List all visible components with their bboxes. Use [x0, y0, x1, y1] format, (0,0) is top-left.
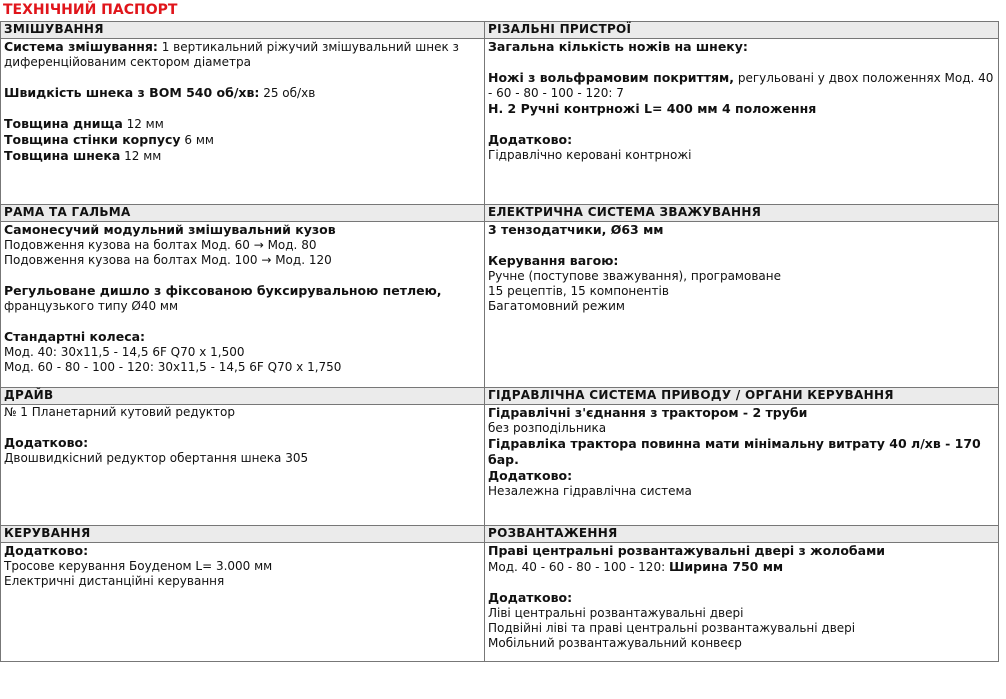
header-drive: ДРАЙВ	[1, 388, 485, 405]
frame-wheels-label: Стандартні колеса:	[4, 329, 146, 344]
header-weighing: ЕЛЕКТРИЧНА СИСТЕМА ЗВАЖУВАННЯ	[485, 205, 999, 222]
spec-table	[0, 21, 999, 662]
frame-ext2: Подовження кузова на болтах Мод. 100 → Мод. 120	[4, 253, 332, 267]
drive-extra-label: Додатково:	[4, 435, 89, 450]
cell-control	[1, 543, 485, 662]
header-mixing: ЗМІШУВАННЯ	[1, 22, 485, 39]
cutting-knives-text: регульовані у двох положеннях Мод. 40 - 60 - 80 - 100 - 120: 7	[488, 71, 994, 100]
hydraulic-extra-label: Додатково:	[488, 468, 573, 483]
weighing-control3: Багатомовний режим	[488, 299, 625, 313]
unloading-models-text: Мод. 40 - 60 - 80 - 100 - 120:	[488, 560, 669, 574]
control-line2: Електричні дистанційні керування	[4, 574, 225, 588]
hydraulic-connection-text: без розподільника	[488, 421, 607, 435]
cutting-knives-label: Ножі з вольфрамовим покриттям,	[488, 70, 735, 85]
hydraulic-extra-text: Незалежна гідравлічна система	[488, 484, 692, 498]
header-unloading: РОЗВАНТАЖЕННЯ	[485, 526, 999, 543]
mixing-bottom-label: Товщина днища	[4, 116, 123, 131]
unloading-opt3: Мобільний розвантажувальний конвеєр	[488, 636, 742, 650]
frame-drawbar-text: французького типу Ø40 мм	[4, 299, 179, 313]
header-cutting: РІЗАЛЬНІ ПРИСТРОЇ	[485, 22, 999, 39]
header-hydraulic: ГІДРАВЛІЧНА СИСТЕМА ПРИВОДУ / ОРГАНИ КЕРУВАННЯ	[485, 388, 999, 405]
drive-gear: № 1 Планетарний кутовий редуктор	[4, 405, 235, 419]
cutting-extra-text: Гідравлічно керовані контрножі	[488, 148, 692, 162]
cutting-extra-label: Додатково:	[488, 132, 573, 147]
header-control: КЕРУВАННЯ	[1, 526, 485, 543]
cell-unloading	[485, 543, 999, 662]
frame-body-label: Самонесучий модульний змішувальний кузов	[4, 222, 336, 237]
mixing-system-label: Система змішування:	[4, 39, 158, 54]
frame-wheels2: Мод. 60 - 80 - 100 - 120: 30x11,5 - 14,5 6F Q70 x 1,750	[4, 360, 342, 374]
hydraulic-connection-label: Гідравлічні з'єднання з трактором - 2 труби	[488, 405, 808, 420]
cell-cutting	[485, 39, 999, 205]
cell-mixing	[1, 39, 485, 205]
cutting-counter-label: Н. 2 Ручні контрножі L= 400 мм 4 положення	[488, 101, 817, 116]
control-extra-label: Додатково:	[4, 543, 89, 558]
mixing-bottom-text: 12 мм	[122, 117, 164, 131]
mixing-wall-label: Товщина стінки корпусу	[4, 132, 181, 147]
frame-wheels1: Мод. 40: 30x11,5 - 14,5 6F Q70 x 1,500	[4, 345, 245, 359]
mixing-wall-text: 6 мм	[180, 133, 214, 147]
unloading-opt1: Ліві центральні розвантажувальні двері	[488, 606, 744, 620]
mixing-auger-text: 12 мм	[120, 149, 162, 163]
drive-extra-text: Двошвидкісний редуктор обертання шнека 305	[4, 451, 309, 465]
unloading-width-label: Ширина 750 мм	[668, 559, 784, 574]
weighing-sensors-label: 3 тензодатчики, Ø63 мм	[488, 222, 664, 237]
weighing-control2: 15 рецептів, 15 компонентів	[488, 284, 669, 298]
weighing-control1: Ручне (поступове зважування), програмоване	[488, 269, 781, 283]
control-line1: Тросове керування Боуденом L= 3.000 мм	[4, 559, 273, 573]
cell-drive	[1, 405, 485, 526]
unloading-doors-label: Праві центральні розвантажувальні двері з жолобами	[488, 543, 886, 558]
mixing-speed-label: Швидкість шнека з ВОМ 540 об/хв:	[4, 85, 260, 100]
mixing-auger-label: Товщина шнека	[4, 148, 121, 163]
mixing-speed-text: 25 об/хв	[259, 86, 316, 100]
weighing-control-label: Керування вагою:	[488, 253, 619, 268]
cell-weighing	[485, 222, 999, 388]
unloading-opt2: Подвійні ліві та праві центральні розвантажувальні двері	[488, 621, 856, 635]
frame-ext1: Подовження кузова на болтах Мод. 60 → Мод. 80	[4, 238, 317, 252]
cutting-total-label: Загальна кількість ножів на шнеку:	[488, 39, 748, 54]
document-title: ТЕХНІЧНИЙ ПАСПОРТ	[3, 2, 178, 18]
mixing-system-text: 1 вертикальний ріжучий змішувальний шнек з диференційованим сектором діаметра	[4, 40, 459, 69]
frame-drawbar-label: Регульоване дишло з фіксованою буксирувальною петлею,	[4, 283, 442, 298]
cell-hydraulic	[485, 405, 999, 526]
unloading-extra-label: Додатково:	[488, 590, 573, 605]
cell-frame	[1, 222, 485, 388]
hydraulic-flow-label: Гідравліка трактора повинна мати мінімальну витрату 40 л/хв - 170 бар.	[488, 436, 981, 467]
header-frame: РАМА ТА ГАЛЬМА	[1, 205, 485, 222]
